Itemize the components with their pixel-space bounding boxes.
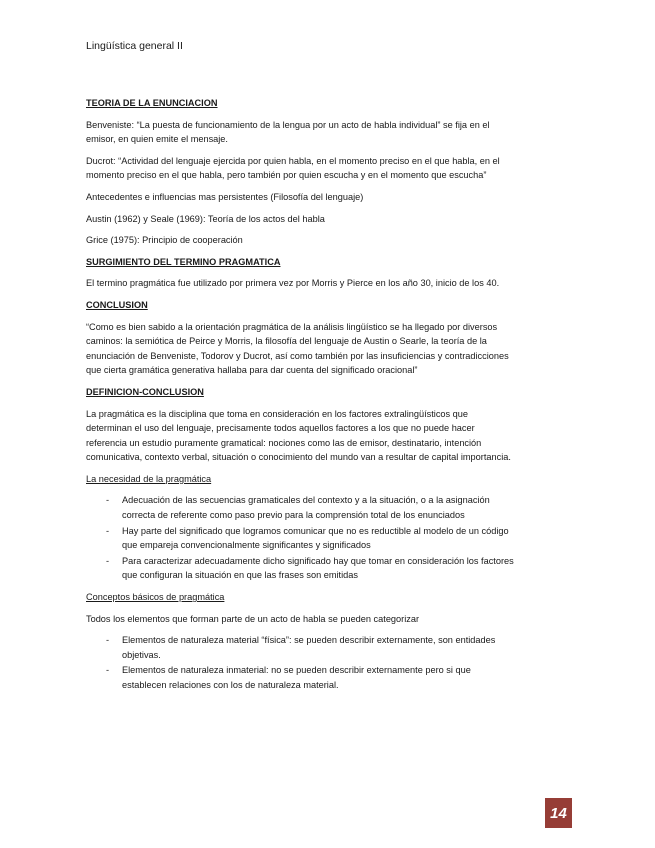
section-heading-necesidad: La necesidad de la pragmática bbox=[86, 473, 212, 484]
list-item: - Elementos de naturaleza inmaterial: no se pueden describir externamente pero si que establecen relaciones con los de naturaleza material. bbox=[86, 663, 514, 692]
paragraph-conceptos: Todos los elementos que forman parte de un acto de habla se pueden categorizar bbox=[86, 613, 420, 624]
running-header: Lingüística general II bbox=[86, 40, 183, 52]
list-necesidad bbox=[86, 493, 514, 583]
section-heading-surgimiento: SURGIMIENTO DEL TERMINO PRAGMATICA bbox=[86, 256, 281, 267]
paragraph-ducrot: Ducrot: “Actividad del lenguaje ejercida por quien habla, en el momento preciso en el que habla, en el momento preciso en el que habla, pero también por quien escucha y en el momento que escucha” bbox=[86, 155, 500, 181]
document-body bbox=[86, 96, 514, 700]
paragraph-definicion: La pragmática es la disciplina que toma en consideración en los factores extralingüísticos que determinan el uso del lenguaje, precisamente todos aquellos factores a los que no puede hacer referencia un estudio puramente gramatical: nociones como las de emisor, destinatario, intención comunicativa, contexto verbal, situación o conocimiento del mundo van a resultar de capital importancia. bbox=[86, 408, 511, 463]
list-item: - Para caracterizar adecuadamente dicho significado hay que tomar en consideración los factores que configuran la situación en que las frases son emitidas bbox=[86, 554, 514, 583]
list-item: - Elementos de naturaleza material “física”: se pueden describir externamente, son entidades objetivas. bbox=[86, 633, 514, 662]
paragraph-conclusion: “Como es bien sabido a la orientación pragmática de la análisis lingüístico se ha llegado por diversos caminos: la semiótica de Peirce y Morris, la filosofía del lenguaje de Austin o Searle, la teoría de la enunciación de Benveniste, Todorov y Ducrot, así como también por las insuficiencias y contradicciones que cierta gramática generativa hallaba para dar cuenta del significado oracional” bbox=[86, 321, 509, 376]
page-number-badge: 14 bbox=[545, 798, 572, 828]
list-item: - Hay parte del significado que logramos comunicar que no es reductible al modelo de un código que empareja convencionalmente significantes y significados bbox=[86, 524, 514, 553]
section-heading-enunciacion: TEORIA DE LA ENUNCIACION bbox=[86, 98, 218, 108]
list-conceptos bbox=[86, 633, 514, 692]
paragraph-antecedentes: Antecedentes e influencias mas persistentes (Filosofía del lenguaje) bbox=[86, 191, 364, 202]
paragraph-termino-pragmatica: El termino pragmática fue utilizado por primera vez por Morris y Pierce en los año 30, inicio de los 40. bbox=[86, 278, 500, 289]
paragraph-austin: Austin (1962) y Seale (1969): Teoría de los actos del habla bbox=[86, 213, 325, 224]
paragraph-grice: Grice (1975): Principio de cooperación bbox=[86, 235, 243, 246]
section-heading-definicion: DEFINICION-CONCLUSION bbox=[86, 386, 204, 397]
paragraph-benveniste: Benveniste: “La puesta de funcionamiento de la lengua por un acto de habla individual” se fija en el emisor, en quien emite el mensaje. bbox=[86, 119, 490, 145]
section-heading-conceptos: Conceptos básicos de pragmática bbox=[86, 592, 225, 603]
list-item: - Adecuación de las secuencias gramaticales del contexto y a la situación, o a la asignación correcta de referente como paso previo para la comprensión total de los enunciados bbox=[86, 493, 514, 522]
section-heading-conclusion: CONCLUSION bbox=[86, 299, 148, 310]
